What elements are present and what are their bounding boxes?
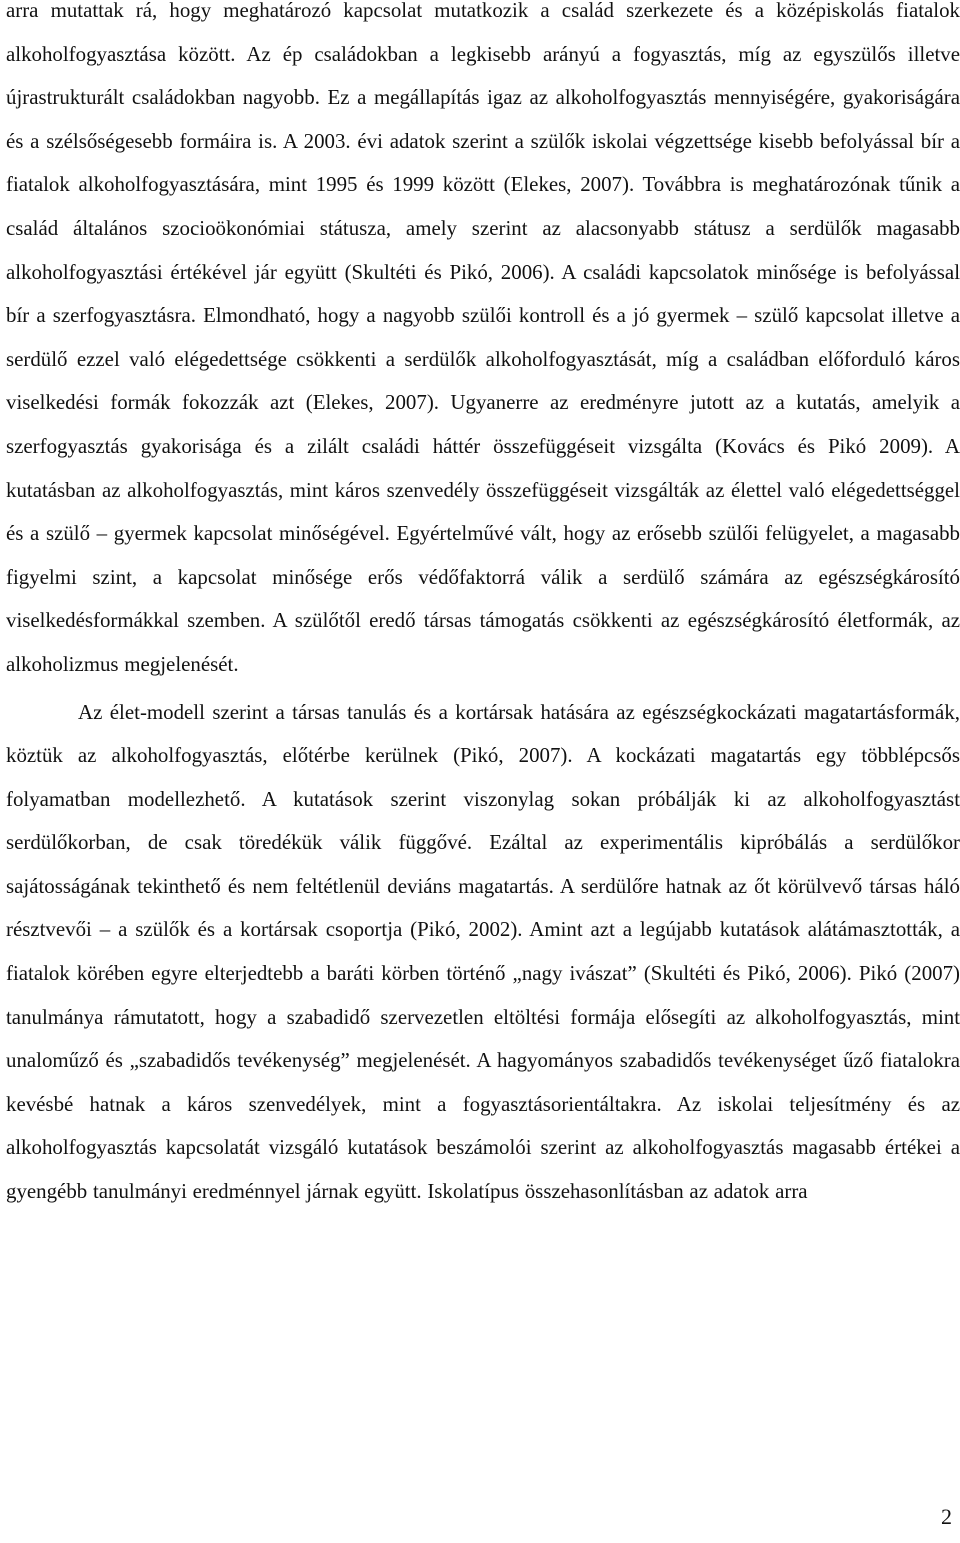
document-page	[6, 0, 960, 1214]
page-number: 2	[941, 1504, 952, 1529]
body-paragraph-1: arra mutattak rá, hogy meghatározó kapcsolat mutatkozik a család szerkezete és a középiskolás fiatalok alkoholfogyasztása között. Az ép családokban a legkisebb arányú a fogyasztás, míg az egyszülős illetve újrastrukturált családokban nagyobb. Ez a megállapítás igaz az alkoholfogyasztás mennyiségére, gyakoriságára és a szélsőségesebb formáira is. A 2003. évi adatok szerint a szülők iskolai végzettsége kisebb befolyással bír a fiatalok alkoholfogyasztására, mint 1995 és 1999 között (Elekes, 2007). Továbbra is meghatározónak tűnik a család általános szocioökonómiai státusza, amely szerint az alacsonyabb státusz a serdülők magasabb alkoholfogyasztási értékével jár együtt (Skultéti és Pikó, 2006). A családi kapcsolatok minősége is befolyással bír a szerfogyasztásra. Elmondható, hogy a nagyobb szülői kontroll és a jó gyermek – szülő kapcsolat illetve a serdülő ezzel való elégedettsége csökkenti a serdülők alkoholfogyasztását, míg a családban előforduló káros viselkedési formák fokozzák azt (Elekes, 2007). Ugyanerre az eredményre jutott az a kutatás, amelyik a szerfogyasztás gyakorisága és a zilált családi háttér összefüggéseit vizsgálta (Kovács és Pikó 2009). A kutatásban az alkoholfogyasztás, mint káros szenvedély összefüggéseit vizsgálták az élettel való elégedettséggel és a szülő – gyermek kapcsolat minőségével. Egyértelművé vált, hogy az erősebb szülői felügyelet, a magasabb figyelmi szint, a kapcsolat minősége erős védőfaktorrá válik a serdülő számára az egészségkárosító viselkedésformákkal szemben. A szülőtől eredő társas támogatás csökkenti az egészségkárosító életformák, az alkoholizmus megjelenését.	[6, 0, 960, 676]
body-paragraph-2: Az élet-modell szerint a társas tanulás és a kortársak hatására az egészségkockázati magatartásformák, köztük az alkoholfogyasztás, előtérbe kerülnek (Pikó, 2007). A kockázati magatartás egy többlépcsős folyamatban modellezhető. A kutatások szerint viszonylag sokan próbálják ki az alkoholfogyasztást serdülőkorban, de csak töredékük válik függővé. Ezáltal az experimentális kipróbálás a serdülőkor sajátosságának tekinthető és nem feltétlenül deviáns magatartás. A serdülőre hatnak az őt körülvevő társas háló résztvevői – a szülők és a kortársak csoportja (Pikó, 2002). Amint azt a legújabb kutatások alátámasztották, a fiatalok körében egyre elterjedtebb a baráti körben történő „nagy ivászat” (Skultéti és Pikó, 2006). Pikó (2007) tanulmánya rámutatott, hogy a szabadidő szervezetlen eltöltési formája elősegíti az alkoholfogyasztás, mint unaloműző és „szabadidős tevékenység” megjelenését. A hagyományos szabadidős tevékenységet űző fiatalokra kevésbé hatnak a káros szenvedélyek, mint a fogyasztásorientáltakra. Az iskolai teljesítmény és az alkoholfogyasztás kapcsolatát vizsgáló kutatások beszámolói szerint az alkoholfogyasztás magasabb értékei a gyengébb tanulmányi eredménnyel járnak együtt. Iskolatípus összehasonlításban az adatok arra	[6, 699, 960, 1204]
